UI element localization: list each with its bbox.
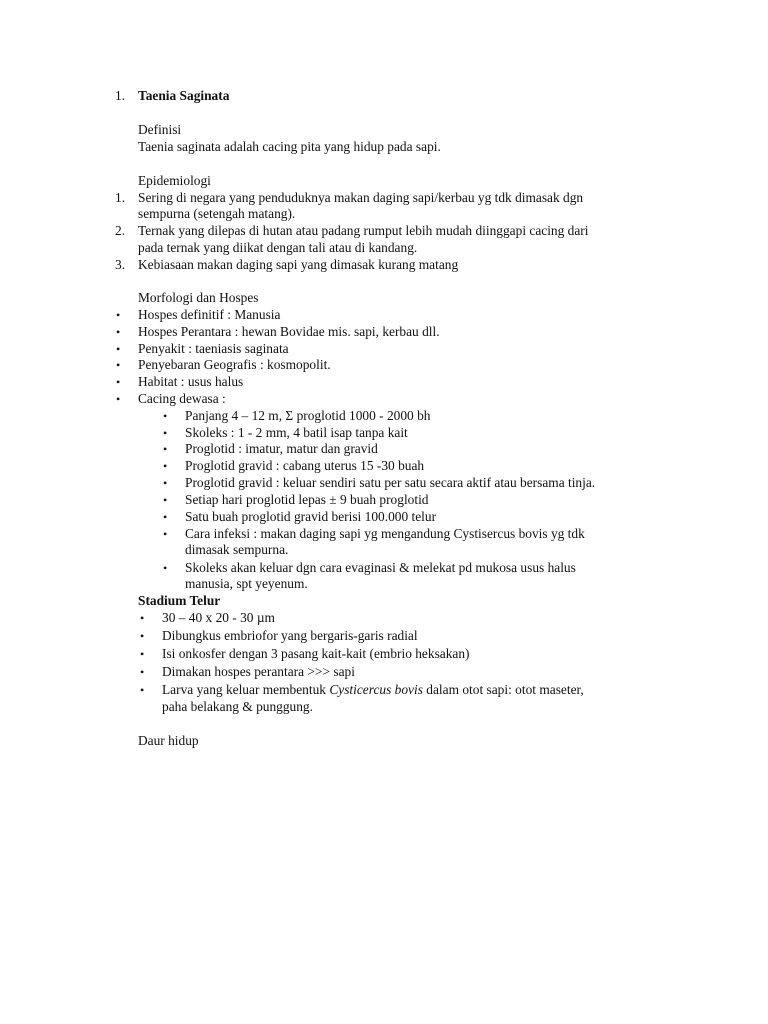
epi-number-2: 2. (115, 223, 126, 238)
bullet-icon: • (116, 358, 121, 372)
stadium-item-5-line-2: paha belakang & punggung. (162, 699, 313, 714)
epi-number-3: 3. (115, 257, 126, 272)
bullet-icon: • (116, 392, 121, 406)
bullet-icon: • (116, 325, 121, 339)
bullet-icon: • (116, 308, 121, 322)
cacing-item-8-line-2: dimasak sempurna. (185, 542, 289, 557)
morfologi-item-1: Hospes definitif : Manusia (138, 307, 281, 322)
epi-item-1-line-2: sempurna (setengah matang). (138, 206, 296, 221)
cacing-item-9-line-2: manusia, spt yeyenum. (185, 576, 308, 591)
bullet-icon: • (163, 510, 168, 524)
morfologi-item-4: Penyebaran Geografis : kosmopolit. (138, 357, 331, 372)
epi-item-1-line-1: Sering di negara yang penduduknya makan daging sapi/kerbau yg tdk dimasak dgn (138, 190, 584, 205)
bullet-icon: • (163, 426, 168, 440)
bullet-icon: • (163, 409, 168, 423)
cacing-item-3: Proglotid : imatur, matur dan gravid (185, 441, 378, 456)
bullet-icon: • (163, 493, 168, 507)
bullet-icon: • (163, 561, 168, 575)
bullet-icon: • (163, 442, 168, 456)
stadium-item-5-text-after: dalam otot sapi: otot maseter, (422, 682, 584, 697)
bullet-icon: • (140, 683, 145, 697)
morfologi-item-6: Cacing dewasa : (138, 391, 226, 406)
heading-title: Taenia Saginata (138, 88, 230, 103)
bullet-icon: • (163, 476, 168, 490)
cacing-item-5: Proglotid gravid : keluar sendiri satu per satu secara aktif atau bersama tinja. (185, 475, 596, 490)
epi-item-3-line-1: Kebiasaan makan daging sapi yang dimasak kurang matang (138, 257, 459, 272)
bullet-icon: • (163, 459, 168, 473)
cacing-item-4: Proglotid gravid : cabang uterus 15 -30 buah (185, 458, 425, 473)
epi-item-2-line-1: Ternak yang dilepas di hutan atau padang rumput lebih mudah diinggapi cacing dari (138, 223, 589, 238)
stadium-title: Stadium Telur (138, 593, 221, 608)
stadium-item-4: Dimakan hospes perantara >>> sapi (162, 664, 355, 679)
stadium-item-1: 30 – 40 x 20 - 30 µm (162, 610, 275, 625)
epi-number-1: 1. (115, 190, 126, 205)
cacing-item-6: Setiap hari proglotid lepas ± 9 buah proglotid (185, 492, 429, 507)
heading-number: 1. (115, 88, 126, 103)
bullet-icon: • (140, 629, 145, 643)
stadium-item-5-line-1 (162, 682, 584, 699)
cacing-item-1: Panjang 4 – 12 m, Σ proglotid 1000 - 2000 bh (185, 408, 431, 423)
cacing-item-8-line-1: Cara infeksi : makan daging sapi yg mengandung Cystisercus bovis yg tdk (185, 526, 585, 541)
stadium-item-5-text-before: Larva yang keluar membentuk (162, 682, 330, 697)
morfologi-title: Morfologi dan Hospes (138, 290, 259, 305)
stadium-item-3: Isi onkosfer dengan 3 pasang kait-kait (embrio heksakan) (162, 646, 470, 661)
definisi-text: Taenia saginata adalah cacing pita yang hidup pada sapi. (138, 139, 441, 154)
morfologi-item-5: Habitat : usus halus (138, 374, 244, 389)
cacing-item-9-line-1: Skoleks akan keluar dgn cara evaginasi & melekat pd mukosa usus halus (185, 560, 576, 575)
bullet-icon: • (116, 375, 121, 389)
daur-title: Daur hidup (138, 733, 199, 748)
definisi-title: Definisi (138, 122, 182, 137)
stadium-item-2: Dibungkus embriofor yang bergaris-garis radial (162, 628, 418, 643)
morfologi-item-3: Penyakit : taeniasis saginata (138, 341, 289, 356)
cacing-item-7: Satu buah proglotid gravid berisi 100.000 telur (185, 509, 437, 524)
cacing-item-2: Skoleks : 1 - 2 mm, 4 batil isap tanpa kait (185, 425, 408, 440)
bullet-icon: • (116, 342, 121, 356)
bullet-icon: • (163, 527, 168, 541)
epidemiologi-title: Epidemiologi (138, 173, 211, 188)
stadium-item-5-italic: Cysticercus bovis (329, 682, 423, 697)
bullet-icon: • (140, 647, 145, 661)
bullet-icon: • (140, 611, 145, 625)
morfologi-item-2: Hospes Perantara : hewan Bovidae mis. sapi, kerbau dll. (138, 324, 440, 339)
epi-item-2-line-2: pada ternak yang diikat dengan tali atau di kandang. (138, 240, 418, 255)
bullet-icon: • (140, 665, 145, 679)
